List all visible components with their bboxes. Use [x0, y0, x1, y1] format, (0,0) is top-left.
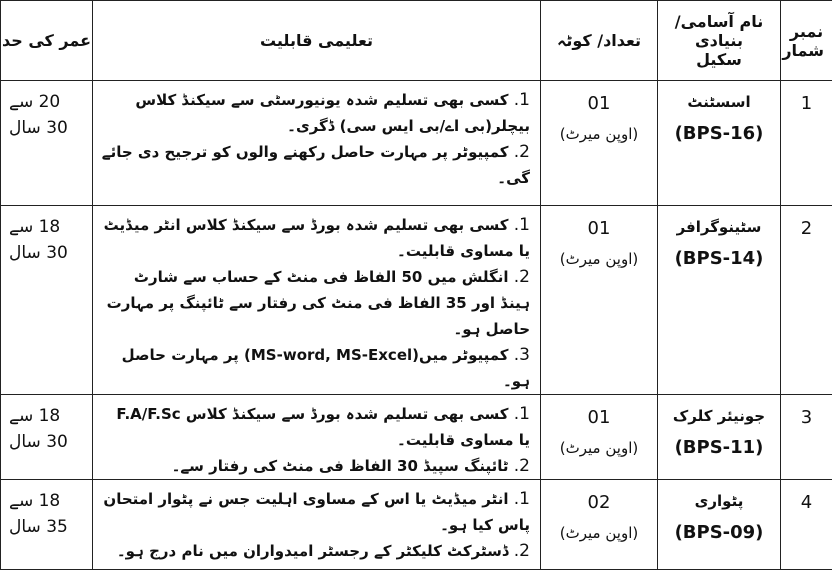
- bps-scale: (BPS-16): [675, 123, 764, 144]
- post-name: پٹواری: [658, 488, 780, 514]
- open-merit-label: (اوپن میرٹ): [541, 246, 657, 272]
- age-cell: [1, 81, 93, 206]
- table-row: [1, 395, 832, 480]
- qualification-text: ڈسٹرکٹ کلیکٹر کے رجسٹر امیدواران میں نام درج ہو۔: [117, 542, 509, 560]
- post-cell: [658, 206, 781, 395]
- qualification-item: [101, 139, 530, 191]
- qualification-item: [101, 401, 530, 453]
- bps-scale: (BPS-14): [675, 248, 764, 269]
- header-qualification: تعلیمی قابلیت: [93, 1, 541, 81]
- qualification-number: 2.: [514, 142, 530, 162]
- qualification-cell: [93, 206, 541, 395]
- quota-count: 02: [541, 490, 657, 516]
- qualification-text: ٹائپنگ سپیڈ 30 الفاظ فی منٹ کی رفتار سے۔: [172, 457, 509, 475]
- quota-cell: [541, 206, 658, 395]
- age-from: 18 سے: [9, 214, 92, 240]
- age-to: 30 سال: [9, 240, 92, 266]
- serial-number: 3: [781, 395, 832, 480]
- qualification-number: 2.: [514, 267, 530, 287]
- open-merit-label: (اوپن میرٹ): [541, 121, 657, 147]
- qualification-text: انٹر میڈیٹ یا اس کے مساوی اہلیت جس نے پٹوار امتحان پاس کیا ہو۔: [103, 490, 530, 534]
- age-to: 35 سال: [9, 514, 92, 540]
- qualification-item: [101, 264, 530, 342]
- age-to: 30 سال: [9, 115, 92, 141]
- serial-number: 4: [781, 480, 832, 570]
- qualification-text: انگلش میں 50 الفاظ فی منٹ کے حساب سے شارٹ ہینڈ اور 35 الفاظ فی منٹ کی رفتار سے ٹائپنگ پر مہارت حاصل ہو۔: [107, 268, 530, 338]
- serial-number: 1: [781, 81, 832, 206]
- qualification-text: کسی بھی تسلیم شدہ بورڈ سے سیکنڈ کلاس F.A/F.Sc یا مساوی قابلیت۔: [116, 405, 530, 449]
- table-row: [1, 206, 832, 395]
- header-age: عمر کی حد: [1, 1, 93, 81]
- serial-number: 2: [781, 206, 832, 395]
- qualification-cell: [93, 480, 541, 570]
- qualification-text: کمپیوٹر میں(MS-word, MS-Excel) پر مہارت حاصل ہو۔: [122, 346, 530, 390]
- qualification-cell: [93, 395, 541, 480]
- qualification-text: کسی بھی تسلیم شدہ بورڈ سے سیکنڈ کلاس انٹر میڈیٹ یا مساوی قابلیت۔: [104, 216, 530, 260]
- age-from: 18 سے: [9, 403, 92, 429]
- post-name: جونیئر کلرک: [658, 403, 780, 429]
- qualification-item: [101, 538, 530, 564]
- qualification-number: 2.: [514, 456, 530, 476]
- age-from: 18 سے: [9, 488, 92, 514]
- table-row: [1, 480, 832, 570]
- qualification-item: [101, 342, 530, 394]
- table-row: [1, 81, 832, 206]
- qualification-item: [101, 453, 530, 479]
- bps-scale: (BPS-09): [675, 522, 764, 543]
- post-name: سٹینوگرافر: [658, 214, 780, 240]
- header-post: نام آسامی/ بنیادی سکیل: [658, 1, 781, 81]
- post-cell: [658, 480, 781, 570]
- qualification-text: کسی بھی تسلیم شدہ یونیورسٹی سے سیکنڈ کلاس بیچلر(بی اے/بی ایس سی) ڈگری۔: [135, 91, 530, 135]
- qualification-text: کمپیوٹر پر مہارت حاصل رکھنے والوں کو ترجیح دی جائے گی۔: [102, 143, 530, 187]
- age-cell: [1, 480, 93, 570]
- qualification-number: 1.: [514, 404, 530, 424]
- header-row: [1, 1, 832, 81]
- qualification-number: 1.: [514, 90, 530, 110]
- header-quota: تعداد/ کوٹہ: [541, 1, 658, 81]
- post-cell: [658, 81, 781, 206]
- age-cell: [1, 206, 93, 395]
- qualification-item: [101, 486, 530, 538]
- quota-cell: [541, 395, 658, 480]
- qualification-number: 1.: [514, 489, 530, 509]
- open-merit-label: (اوپن میرٹ): [541, 435, 657, 461]
- qualification-number: 2.: [514, 541, 530, 561]
- age-to: 30 سال: [9, 429, 92, 455]
- quota-cell: [541, 81, 658, 206]
- qualification-cell: [93, 81, 541, 206]
- qualification-item: [101, 87, 530, 139]
- quota-count: 01: [541, 91, 657, 117]
- quota-count: 01: [541, 216, 657, 242]
- header-serial: نمبر شمار: [781, 1, 832, 81]
- post-cell: [658, 395, 781, 480]
- post-name: اسسٹنٹ: [658, 89, 780, 115]
- quota-count: 01: [541, 405, 657, 431]
- age-cell: [1, 395, 93, 480]
- quota-cell: [541, 480, 658, 570]
- qualification-item: [101, 212, 530, 264]
- qualification-number: 1.: [514, 215, 530, 235]
- qualification-number: 3.: [514, 345, 530, 365]
- bps-scale: (BPS-11): [675, 437, 764, 458]
- age-from: 20 سے: [9, 89, 92, 115]
- open-merit-label: (اوپن میرٹ): [541, 520, 657, 546]
